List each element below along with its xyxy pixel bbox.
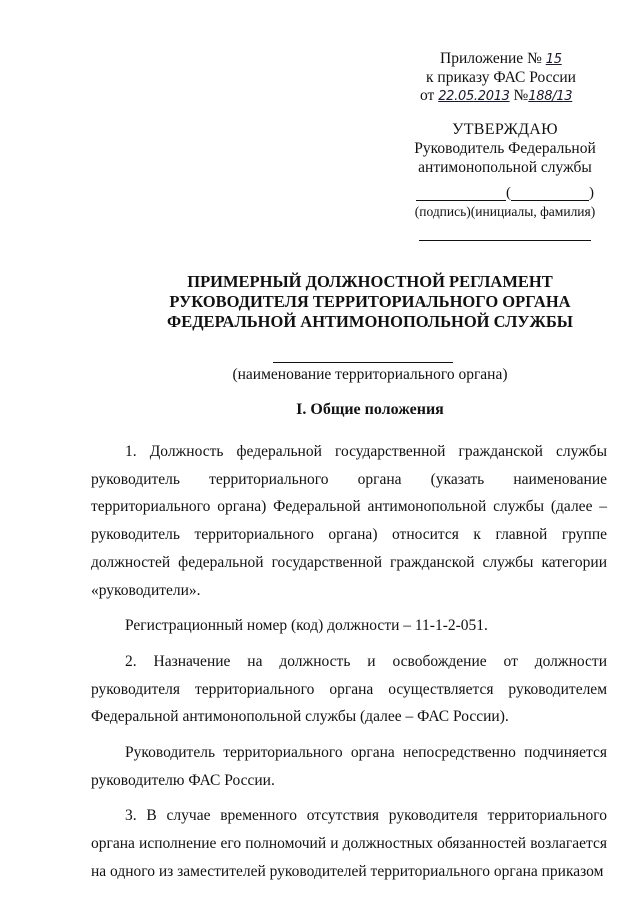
attachment-prefix: Приложение № bbox=[440, 50, 542, 67]
name-blank bbox=[511, 186, 589, 201]
date-prefix: от bbox=[420, 87, 435, 104]
close-paren: ) bbox=[589, 185, 594, 201]
approval-position-line-1: Руководитель Федеральной bbox=[414, 140, 596, 157]
approval-date-blank bbox=[419, 239, 591, 241]
order-date-line bbox=[420, 87, 620, 106]
attachment-number-handwritten: 15 bbox=[545, 52, 562, 67]
order-date-handwritten: 22.05.2013 bbox=[438, 89, 510, 104]
organ-name-blank bbox=[273, 362, 453, 363]
signature-line bbox=[400, 179, 610, 201]
paragraph-registration-code: Регистрационный номер (код) должности – 11-1-2-051. bbox=[125, 617, 488, 635]
attachment-header bbox=[420, 50, 620, 106]
paragraph-3: 3. В случае временного отсутствия руководителя территориального органа исполнение его полномочий и должностных обязанностей возлагается на одного из заместителей руководителей территориального органа приказом bbox=[91, 807, 607, 880]
document-title-line-2: РУКОВОДИТЕЛЯ ТЕРРИТОРИАЛЬНОГО ОРГАНА bbox=[169, 292, 571, 311]
order-reference-line: к приказу ФАС России bbox=[426, 69, 576, 86]
approval-title: УТВЕРЖДАЮ bbox=[452, 121, 558, 138]
number-prefix: № bbox=[513, 87, 529, 104]
paragraph-2: 2. Назначение на должность и освобождение от должности руководителя территориального органа осуществляется руководителем Федеральной антимонопольной службы (далее – ФАС России). bbox=[91, 652, 607, 726]
approval-position-line-2: антимонопольной службы bbox=[418, 159, 592, 176]
paragraph-1: 1. Должность федеральной государственной гражданской службы руководитель территориального органа (указать наименование территориального органа) Федеральной антимонопольной службы (далее – руководитель территориального органа) относится к главной группе должностей федеральной государственной гражданской службы категории «руководители». bbox=[91, 443, 607, 599]
organ-name-caption: (наименование территориального органа) bbox=[232, 366, 508, 383]
document-title bbox=[0, 272, 640, 332]
section-heading: I. Общие положения bbox=[296, 401, 444, 418]
paragraph-subordination: Руководитель территориального органа непосредственно подчиняется руководителю ФАС России. bbox=[91, 744, 607, 789]
order-number-handwritten: 188/13 bbox=[528, 89, 573, 104]
signature-caption: (подпись)(инициалы, фамилия) bbox=[414, 204, 596, 219]
open-paren: ( bbox=[506, 185, 511, 201]
signature-blank bbox=[416, 186, 506, 201]
approval-block bbox=[400, 120, 610, 241]
document-body bbox=[91, 438, 607, 886]
attachment-number-line bbox=[420, 50, 620, 69]
document-title-line-3: ФЕДЕРАЛЬНОЙ АНТИМОНОПОЛЬНОЙ СЛУЖБЫ bbox=[167, 312, 573, 331]
document-title-line-1: ПРИМЕРНЫЙ ДОЛЖНОСТНОЙ РЕГЛАМЕНТ bbox=[187, 272, 553, 291]
